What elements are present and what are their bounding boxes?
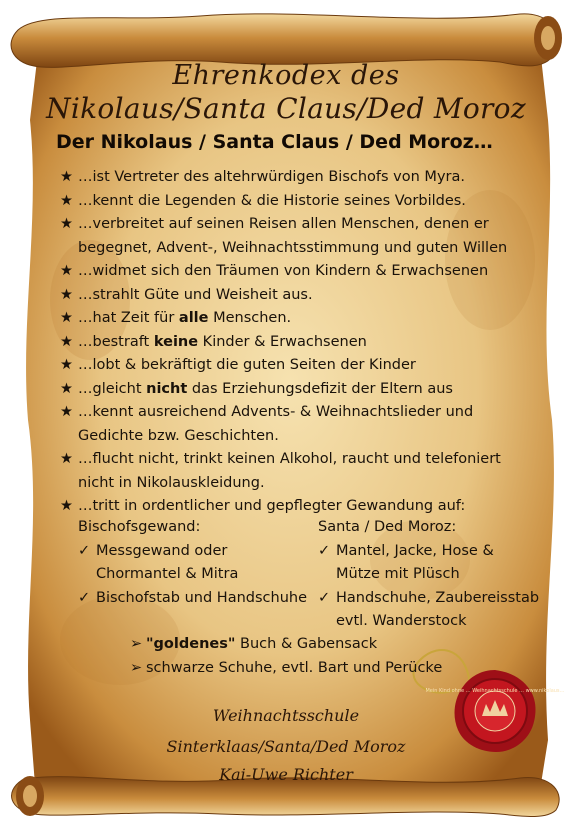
- code-item-emphasis: keine: [153, 333, 199, 350]
- garment-item-text: Messgewand oder: [96, 542, 228, 559]
- code-item: [60, 190, 530, 214]
- garment-item: [78, 587, 313, 611]
- star-icon: ★: [60, 357, 73, 373]
- subtitle: Der Nikolaus / Santa Claus / Ded Moroz…: [56, 131, 493, 153]
- signature-subtitle: Sinterklaas/Santa/Ded Moroz: [166, 737, 406, 756]
- checkmark-icon: ✓: [78, 589, 91, 606]
- code-item-text: …strahlt Güte und Weisheit aus.: [78, 286, 313, 303]
- code-item-text: …lobt & bekräftigt die guten Seiten der Kinder: [78, 357, 416, 373]
- code-item-text: …gleicht: [78, 380, 147, 397]
- code-item-text: …kennt die Legenden & die Historie seines Vorbildes.: [78, 192, 466, 209]
- code-item: [60, 213, 530, 260]
- checkmark-icon: ✓: [318, 589, 331, 606]
- santa-column: [318, 516, 558, 634]
- wax-seal: [425, 668, 565, 754]
- extra-item-emphasis: "goldenes": [146, 636, 236, 652]
- star-icon: ★: [60, 380, 73, 397]
- santa-heading: Santa / Ded Moroz:: [318, 519, 457, 535]
- checkmark-icon: ✓: [318, 542, 331, 559]
- code-item: [60, 331, 530, 355]
- code-item: [60, 284, 530, 308]
- garment-item: [318, 540, 558, 587]
- code-item: [60, 401, 530, 448]
- star-icon: ★: [60, 286, 73, 303]
- extra-item: [130, 633, 442, 657]
- garment-item-text: Bischofstab und Handschuhe: [96, 589, 308, 606]
- garment-item-continuation: Mütze mit Plüsch: [336, 566, 460, 582]
- code-item-text: Menschen.: [208, 310, 292, 326]
- garment-item-continuation: Chormantel & Mitra: [96, 566, 239, 582]
- code-item-emphasis: nicht: [146, 380, 188, 397]
- extra-item: [130, 657, 442, 681]
- seal-text: Mein Kind ohne … Weihnachtsschule … www.nikolaus…: [425, 688, 565, 694]
- arrow-icon: ➢: [130, 636, 143, 652]
- garment-item-continuation: evtl. Wanderstock: [336, 613, 467, 629]
- code-item-text: das Erziehungsdefizit der Eltern aus: [187, 380, 453, 397]
- bishop-column: [78, 516, 313, 610]
- code-item: [60, 166, 530, 190]
- garment-item-text: Handschuhe, Zaubereisstab: [336, 589, 540, 606]
- code-list: [60, 166, 530, 519]
- code-item-text: …hat Zeit für: [78, 310, 179, 326]
- code-item: [60, 354, 530, 378]
- checkmark-icon: ✓: [78, 542, 91, 559]
- code-item: [60, 495, 530, 519]
- star-icon: ★: [60, 216, 73, 232]
- code-item-text: …kennt ausreichend Advents- & Weihnachtslieder und: [78, 404, 474, 420]
- code-item-emphasis: alle: [178, 310, 209, 326]
- garment-item-text: Mantel, Jacke, Hose &: [336, 542, 494, 559]
- title-line-2: Nikolaus/Santa Claus/Ded Moroz: [46, 92, 526, 125]
- code-item-text: …bestraft: [78, 333, 154, 350]
- code-item-text: …ist Vertreter des altehrwürdigen Bischofs von Myra.: [78, 169, 465, 185]
- extras-list: [130, 633, 442, 680]
- garment-item: [318, 587, 558, 634]
- star-icon: ★: [60, 451, 73, 467]
- arrow-icon: ➢: [130, 659, 143, 676]
- garment-item: [78, 540, 313, 587]
- star-icon: ★: [60, 333, 73, 350]
- code-item-text: …widmet sich den Träumen von Kindern & Erwachsenen: [78, 263, 489, 279]
- code-item-text: …flucht nicht, trinkt keinen Alkohol, raucht und telefoniert: [78, 451, 501, 467]
- code-item-text: …verbreitet auf seinen Reisen allen Menschen, denen er: [78, 216, 489, 232]
- extra-item-text: schwarze Schuhe, evtl. Bart und Perücke: [146, 659, 443, 676]
- star-icon: ★: [60, 169, 73, 185]
- bishop-heading: Bischofsgewand:: [78, 519, 201, 535]
- code-item-continuation: Gedichte bzw. Geschichten.: [78, 427, 279, 444]
- code-item: [60, 307, 530, 331]
- code-item-text: …tritt in ordentlicher und gepflegter Gewandung auf:: [78, 498, 466, 514]
- code-item: [60, 260, 530, 284]
- star-icon: ★: [60, 192, 73, 209]
- signature-name: Kai-Uwe Richter: [219, 765, 353, 784]
- title-line-1: Ehrenkodex des: [172, 60, 400, 91]
- star-icon: ★: [60, 263, 73, 279]
- signature-school: Weihnachtsschule: [212, 706, 360, 725]
- star-icon: ★: [60, 498, 73, 514]
- star-icon: ★: [60, 404, 73, 420]
- code-item-continuation: begegnet, Advent-, Weihnachtsstimmung und guten Willen: [78, 239, 508, 256]
- extra-item-text: Buch & Gabensack: [235, 636, 378, 652]
- code-item: [60, 448, 530, 495]
- code-item-text: Kinder & Erwachsenen: [198, 333, 367, 350]
- code-item: [60, 378, 530, 402]
- star-icon: ★: [60, 310, 73, 326]
- code-item-continuation: nicht in Nikolauskleidung.: [78, 474, 265, 491]
